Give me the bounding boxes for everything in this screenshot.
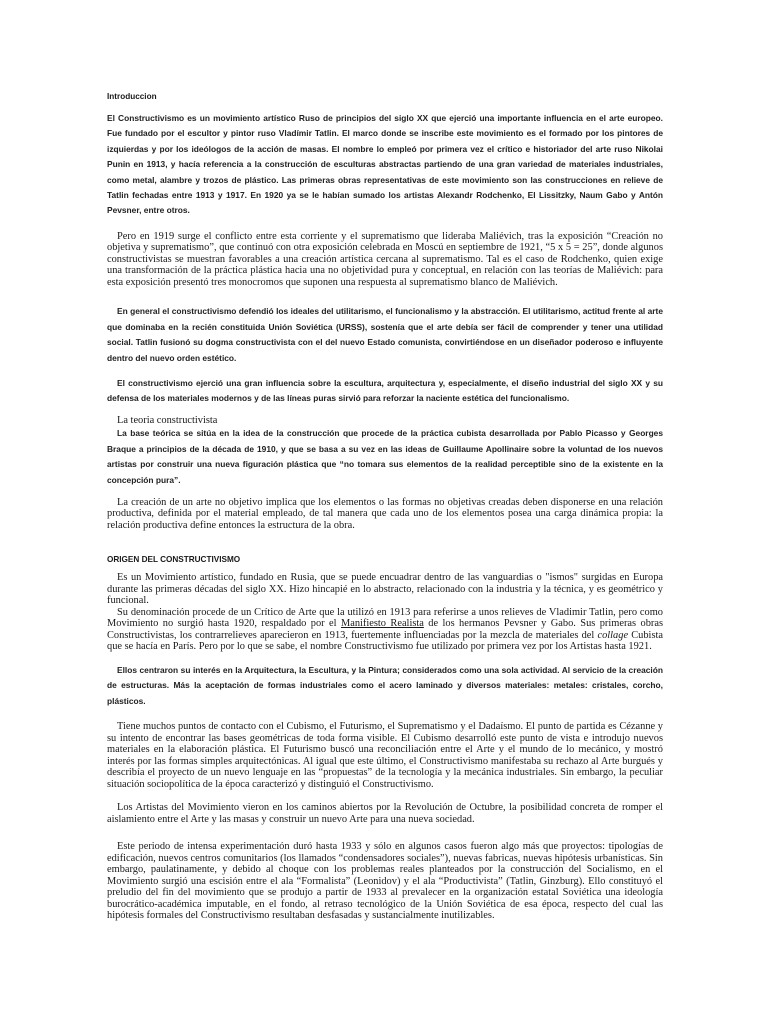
origin-paragraph-2-part-a: Su denominación procede de un Crítico de Arte que la utilizó en 1913 para referirse a unos relieves de Vladimir Tatlin, pero como Movimiento no surgió hasta 1920, respaldado por el bbox=[107, 606, 663, 630]
intro-paragraph-6: La creación de un arte no objetivo implica que los elementos o las formas no objetivas creadas deben disponerse en una relación productiva, definida por el material empleado, de tal manera que cada uno de los elementos posea una carga dinámica propia: la relación productiva define entonces la estructura de la obra. bbox=[107, 496, 663, 531]
intro-paragraph-1: El Constructivismo es un movimiento artístico Ruso de principios del siglo XX que ejerció una importante influencia en el arte europeo. Fue fundado por el escultor y pintor ruso Vladímir Tatlin. El marco donde se inscribe este movimiento es el formado por los pintores de izquierdas y por los ideólogos de la acción de masas. El nombre lo empleó por primera vez el crítico e historiador del arte ruso Nikolai Punin en 1913, y hacía referencia a la construcción de esculturas abstractas partiendo de una gran variedad de materiales industriales, como metal, alambre y trozos de plástico. Las primeras obras representativas de este movimiento son las construcciones en relieve de Tatlin fechadas entre 1913 y 1917. En 1920 ya se le habían sumado los artistas Alexandr Rodchenko, El Lissitzky, Naum Gabo y Antón Pevsner, entre otros. bbox=[107, 113, 663, 216]
origin-paragraph-2 bbox=[107, 607, 663, 653]
manifiesto-realista-link[interactable]: Manifiesto Realista bbox=[340, 618, 424, 630]
intro-paragraph-5: La base teórica se sitúa en la idea de la construcción que procede de la práctica cubista desarrollada por Pablo Picasso y Georges Braque a principios de la década de 1910, y que se basa a su vez en las ideas de Guillaume Apollinaire sobre la voluntad de los nuevos artistas por construir una nueva figuración plástica que “no tomara sus elementos de la realidad perceptible sino de la existente en la concepción pura”. bbox=[107, 428, 663, 485]
origin-paragraph-1: Es un Movimiento artístico, fundado en Rusia, que se puede encuadrar dentro de las vanguardias o "ismos" surgidas en Europa durante las primeras décadas del siglo XX. Hizo hincapié en lo abstracto, relacionado con la industria y la técnica, y es geométrico y funcional. bbox=[107, 572, 663, 607]
origin-paragraph-2-part-b: de los hermanos Pevsner y Gabo. Sus primeras obras Constructivistas, los contrarrelieves aparecieron en 1913, fuertemente influenciadas por la mezcla de materiales del bbox=[107, 618, 664, 641]
origin-paragraph-2-part-c: Cubista que se hacía en París. Pero por lo que se sabe, el nombre Constructivismo fue utilizado por primera vez por los Artistas hasta 1921. bbox=[107, 629, 663, 653]
theory-title: La teoria constructivista bbox=[117, 414, 218, 426]
collage-italic: collage bbox=[597, 629, 629, 641]
intro-heading: Introduccion bbox=[107, 92, 157, 101]
document-body bbox=[107, 92, 663, 922]
origin-paragraph-6: Este periodo de intensa experimentación duró hasta 1933 y sólo en algunos casos fueron algo más que proyectos: tipologías de edificación, nuevos centros comunitarios (los llamados “condensadores sociales”), nuevas fabricas, nuevas hipótesis urbanísticas. Sin embargo, paulatinamente, y debido al choque con los problemas reales planteados por la construcción del Socialismo, en el Movimiento surgió una escisión entre el ala “Formalista” (Leonidov) y el ala “Productivista” (Tatlin, Ginzburg). Ello constituyó el preludio del fin del movimiento que se produjo a partir de 1933 al prevalecer en la organización estatal Soviética una ideología burocrático-académica imputable, en el fondo, al retraso tecnológico de la Unión Soviética de esa época, respecto del cual las hipótesis formales del Constructivismo resultaban desfasadas y sustancialmente inutilizables. bbox=[107, 841, 663, 922]
origin-paragraph-5: Los Artistas del Movimiento vieron en los caminos abiertos por la Revolución de Octubre, la posibilidad concreta de romper el aislamiento entre el Arte y las masas y construir un nuevo Arte para una nueva sociedad. bbox=[107, 802, 663, 825]
origin-paragraph-3: Ellos centraron su interés en la Arquitectura, la Escultura, y la Pintura; considerados como una sola actividad. Al servicio de la creación de estructuras. Más la aceptación de formas industriales como el acero laminado y diversos materiales: metales: cristales, corcho, plásticos. bbox=[107, 664, 663, 706]
intro-paragraph-3: En general el constructivismo defendió los ideales del utilitarismo, el funcionalismo y la abstracción. El utilitarismo, actitud frente al arte que dominaba en la recién constituida Unión Soviética (URSS), sostenía que el arte debía ser fácil de comprender y tener una utilidad social. Tatlin fusionó su dogma constructivista con el del nuevo Estado comunista, convirtiéndose en un diseñador poderoso e influyente dentro del nuevo orden estético. bbox=[107, 306, 663, 363]
origin-heading: ORIGEN DEL CONSTRUCTIVISMO bbox=[107, 555, 241, 565]
origin-paragraph-4: Tiene muchos puntos de contacto con el Cubismo, el Futurismo, el Suprematismo y el Dadaísmo. El punto de partida es Cézanne y su intento de encontrar las bases geométricas de toda forma visible. El Cubismo desarrolló este punto de vista e introdujo nuevos materiales en la elaboración plástica. El Futurismo buscó una reconciliación entre el Arte y el mundo de lo mecánico, y mostró interés por las formas simples arquitectónicas. Al igual que este último, el Constructivismo manifestaba su rechazo al Arte burgués y describía el proyecto de un nuevo lenguaje en las “propuestas” de la tecnología y la mecánica industriales. Sin embargo, la peculiar situación sociopolítica de la época caracterizó y distinguió el Constructivismo. bbox=[107, 721, 663, 790]
intro-paragraph-2: Pero en 1919 surge el conflicto entre esta corriente y el suprematismo que lideraba Maliévich, tras la exposición “Creación no objetiva y suprematismo”, que continuó con otra exposición celebrada en Moscú en septiembre de 1921, “5 x 5 = 25”, donde algunos constructivistas se muestran favorables a una creación artística cercana al suprematismo. Tal es el caso de Rodchenko, quien exige una transformación de la práctica plástica hacia una no objetividad pura y conceptual, en relación con las teorías de Maliévich: para esta exposición presentó tres monocromos que suponen una respuesta al suprematismo blanco de Maliévich. bbox=[107, 230, 663, 288]
intro-paragraph-4: El constructivismo ejerció una gran influencia sobre la escultura, arquitectura y, especialmente, el diseño industrial del siglo XX y su defensa de los materiales modernos y de las líneas puras sirvió para reforzar la naciente estética del funcionalismo. bbox=[107, 377, 663, 404]
